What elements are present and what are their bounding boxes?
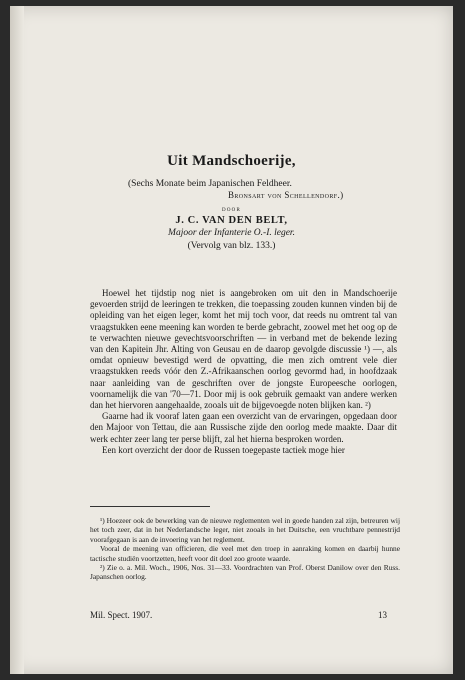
paragraph: Gaarne had ik vooraf laten gaan een overzicht van de ervaringen, opgedaan door den Majoor von Tettau, die aan Russische zijde den oorlog mede maakte. Daar dit werk echter zeer lang ter perse blijft, zal het hierna besproken worden. [90,411,397,444]
body-text [90,288,397,456]
document-page [10,6,453,674]
footnote-divider [90,506,210,507]
footnotes [90,516,400,582]
page-spine [10,6,24,674]
author-reference: Bronsart von Schellendorf.) [228,190,344,200]
page-number: 13 [378,610,387,620]
continued-note: (Vervolg van blz. 133.) [187,241,276,251]
footnote: ¹) Hoezeer ook de bewerking van de nieuwe reglementen wel in goede handen zal zijn, betreuren wij het toch zeer, dat in het Nederlandsche leger, niet zooals in het Duitsche, een vruchtbare pennestrijd voorafgegaan is aan de invoering van het reglement. [90,516,400,544]
paragraph: Hoewel het tijdstip nog niet is aangebroken om uit den in Mandschoerije gevoerden strijd de leeringen te trekken, die toepassing zouden kunnen vinden bij de opleiding van het eigen leger, komt het mij toch voor, dat reeds nu omtrent tal van vraagstukken eene meening kan worden te berde gebracht, zoowel met het oog op de te verwachten nieuwe gevechtsvoorschriften — in verband met de bekende lezing van den Kapitein Jhr. Alting von Geusau en de daarop gevolgde discussie ¹) —, als omdat opnieuw bevestigd werd de opvatting, die men zich omtrent vele dier vraagstukken reeds vóór den Z.-Afrikaanschen oorlog gevormd had, in hoofdzaak naar aanleiding van de geschriften over de jongste Europeesche oorlogen, voornamelijk die van '70—71. Door mij is ook gebruik gemaakt van andere werken dan het hiervoren aangehaalde, zooals uit de bijgevoegde noten blijken kan. ²) [90,288,397,411]
footnote: Vooral de meening van officieren, die veel met den troep in aanraking komen en daarbij hunne tactische studiën voortzetten, heeft voor dit doel zoo groote waarde. [90,544,400,563]
paragraph: Een kort overzicht der door de Russen toegepaste tactiek moge hier [102,444,345,455]
author-name: J. C. VAN DEN BELT, [175,215,288,226]
door-label: door [222,204,241,213]
author-rank: Majoor der Infanterie O.-I. leger. [168,228,295,238]
article-title: Uit Mandschoerije, [167,153,296,169]
footnote: ²) Zie o. a. Mil. Woch., 1906, Nos. 31—33. Voordrachten van Prof. Oberst Danilow over den Russ. Japanschen oorlog. [90,563,400,582]
journal-reference: Mil. Spect. 1907. [90,610,153,620]
article-subtitle: (Sechs Monate beim Japanischen Feldheer. [128,179,292,189]
